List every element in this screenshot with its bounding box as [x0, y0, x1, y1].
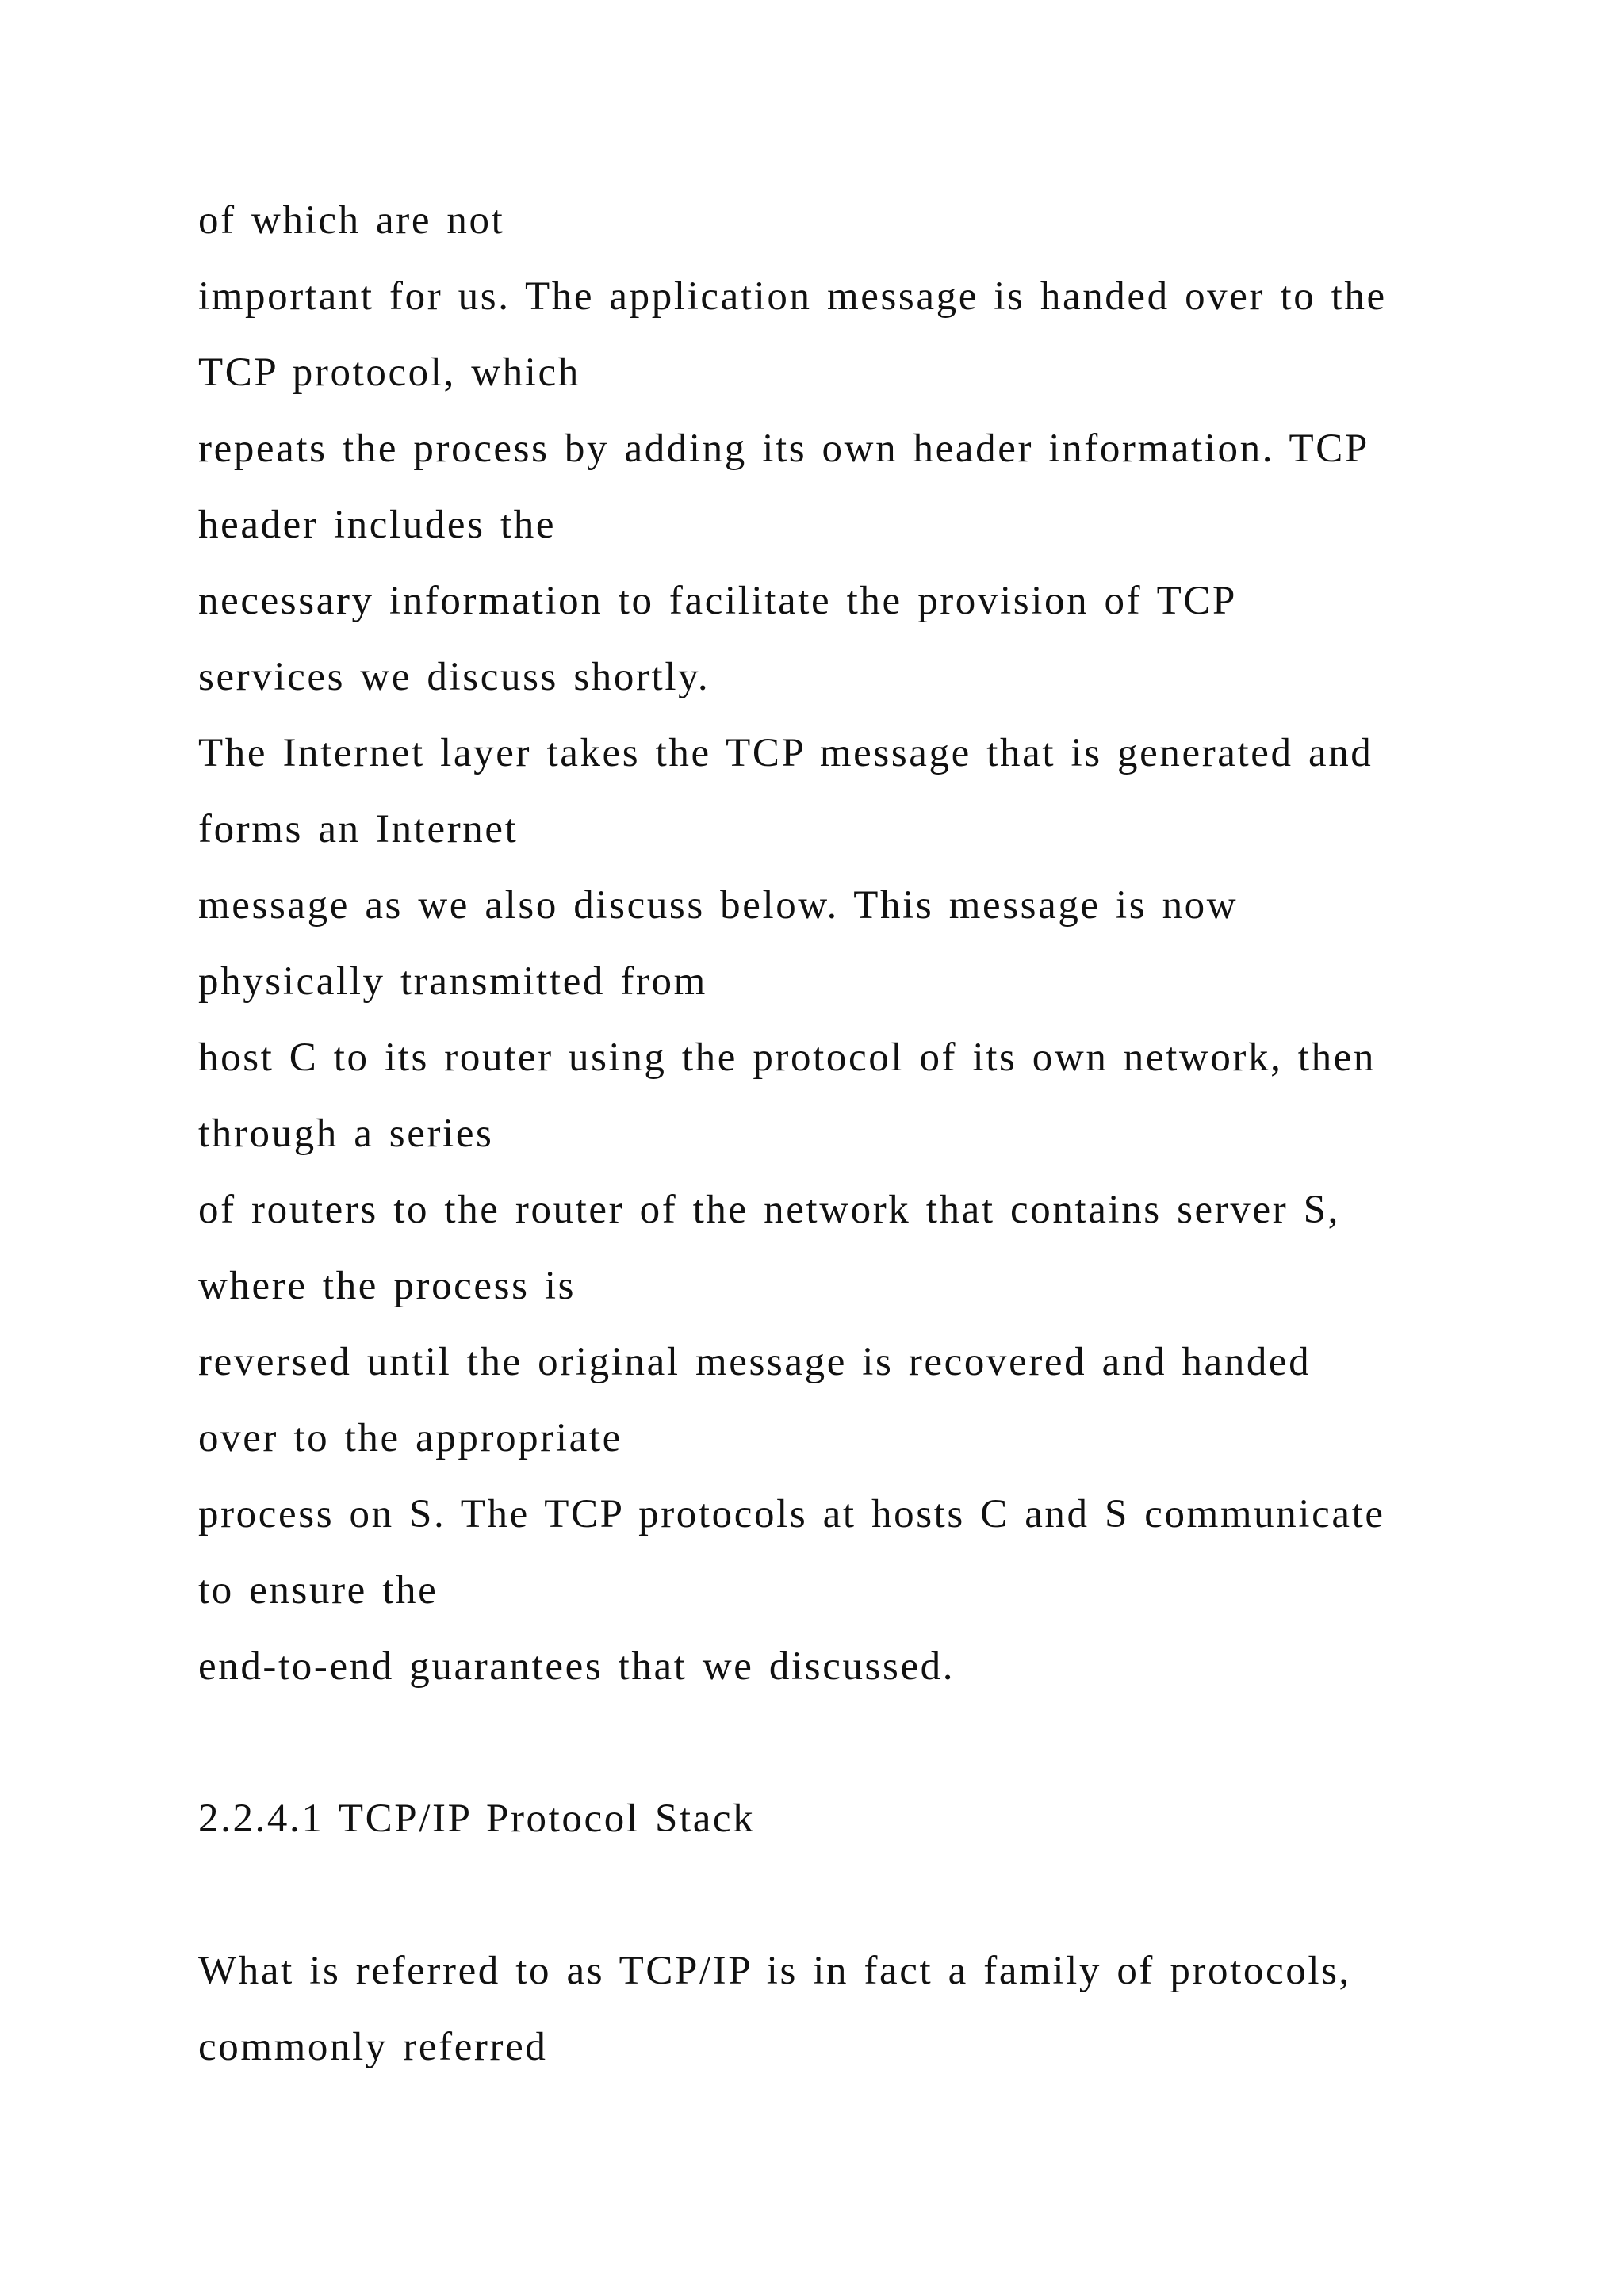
body-text-line: repeats the process by adding its own header information. TCP [198, 427, 1369, 471]
body-text-line: header includes the [198, 503, 557, 547]
body-text-line: services we discuss shortly. [198, 655, 710, 699]
body-text-line: necessary information to facilitate the provision of TCP [198, 579, 1237, 623]
body-text-line: The Internet layer takes the TCP message that is generated and [198, 731, 1373, 775]
body-text-line: commonly referred [198, 2025, 548, 2069]
body-text-line: forms an Internet [198, 807, 519, 851]
body-text-line: of routers to the router of the network that contains server S, [198, 1188, 1340, 1232]
body-text-line: process on S. The TCP protocols at hosts C and S communicate [198, 1492, 1385, 1536]
body-text-line: end-to-end guarantees that we discussed. [198, 1644, 956, 1689]
body-text-line: host C to its router using the protocol of its own network, then [198, 1035, 1377, 1080]
body-text-line: TCP protocol, which [198, 350, 580, 395]
body-text-line: over to the appropriate [198, 1416, 622, 1460]
body-text-line: message as we also discuss below. This message is now [198, 883, 1239, 928]
body-text-line: What is referred to as TCP/IP is in fact a family of protocols, [198, 1949, 1351, 1993]
body-text-line: to ensure the [198, 1568, 439, 1613]
body-text-line: of which are not [198, 198, 505, 243]
body-text-line: through a series [198, 1112, 494, 1156]
body-text-line: physically transmitted from [198, 959, 707, 1004]
body-text-line: reversed until the original message is recovered and handed [198, 1340, 1312, 1384]
body-text-line: where the process is [198, 1264, 576, 1308]
section-heading: 2.2.4.1 TCP/IP Protocol Stack [198, 1797, 756, 1841]
body-text-line: important for us. The application message is handed over to the [198, 274, 1387, 319]
